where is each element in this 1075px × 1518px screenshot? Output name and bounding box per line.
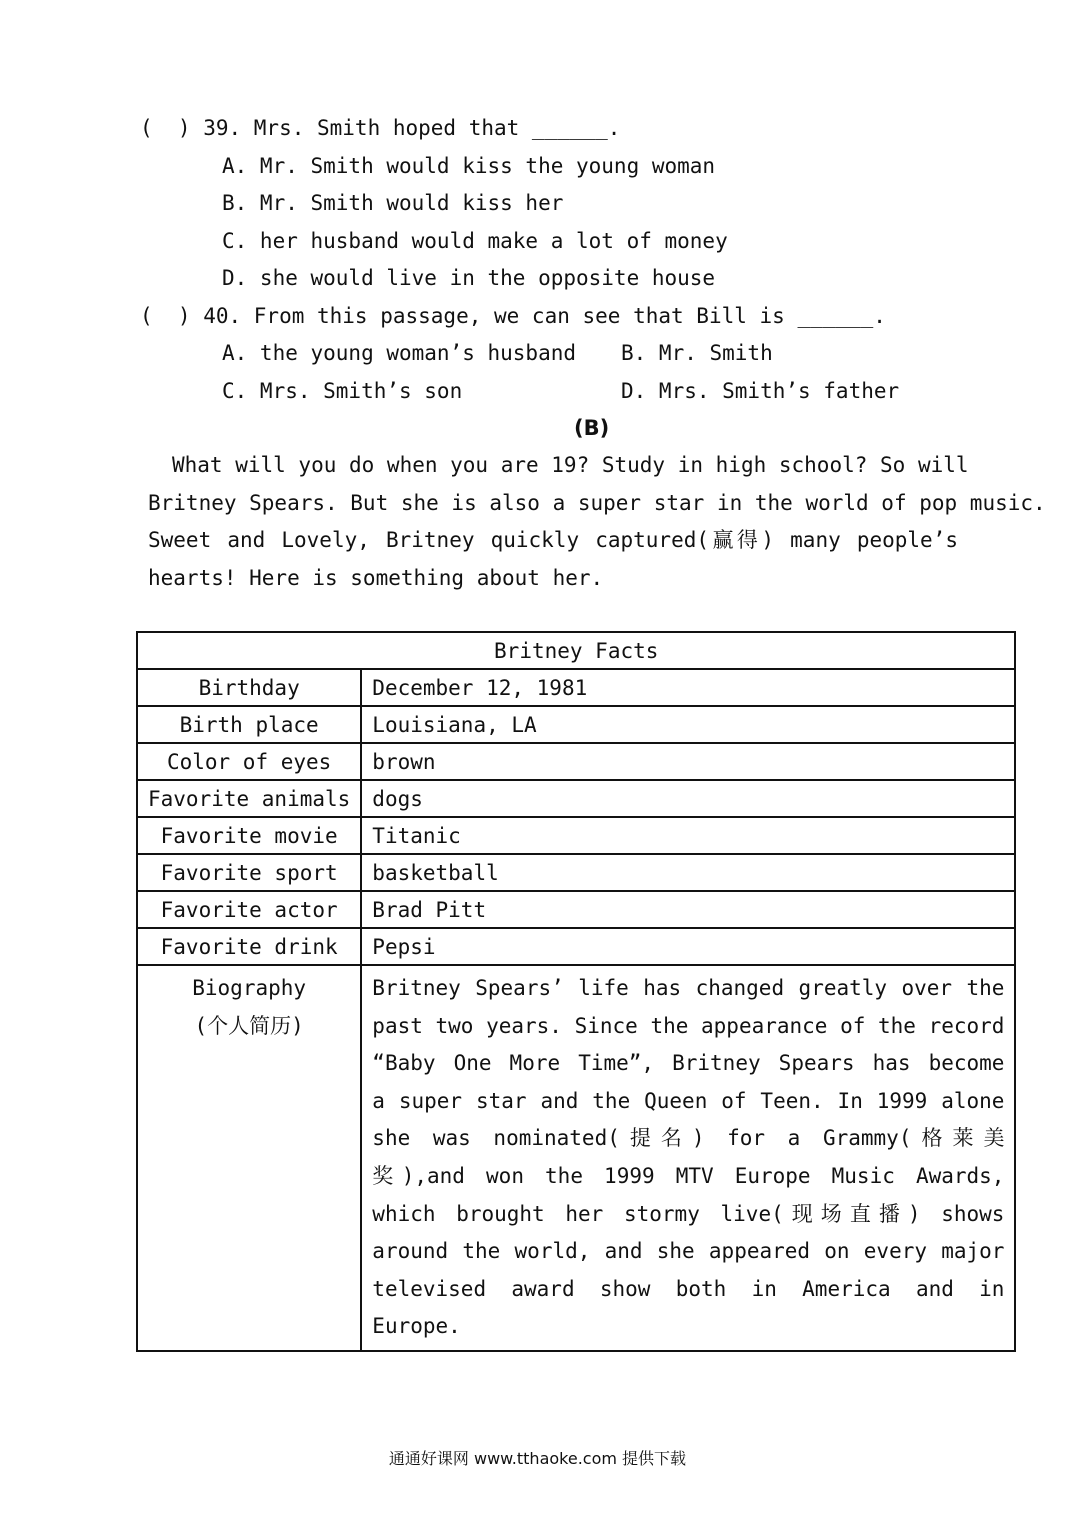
biography-line: 奖),and won the 1999 MTV Europe Music Awards, xyxy=(372,1163,1005,1188)
biography-line: she was nominated(提名) for a Grammy(格莱美 xyxy=(372,1126,1005,1151)
row-value: brown xyxy=(361,743,1015,780)
question-39-option-c: C. her husband would make a lot of money xyxy=(222,229,728,253)
biography-label-cell xyxy=(137,965,361,1351)
row-label: Birth place xyxy=(137,706,361,743)
row-label: Favorite actor xyxy=(137,891,361,928)
row-label: Birthday xyxy=(137,669,361,706)
table-row xyxy=(137,706,1015,743)
biography-line: “Baby One More Time”, Britney Spears has become xyxy=(372,1051,1005,1076)
biography-line: a super star and the Queen of Teen. In 1999 alone xyxy=(372,1088,1005,1113)
table-row xyxy=(137,854,1015,891)
row-value: dogs xyxy=(361,780,1015,817)
intro-line: Britney Spears. But she is also a super star in the world of pop music. xyxy=(148,490,1046,515)
row-label: Favorite movie xyxy=(137,817,361,854)
question-39-stem: ( ) 39. Mrs. Smith hoped that ______. xyxy=(140,116,621,140)
table-row-biography xyxy=(137,965,1015,1351)
row-label: Favorite drink xyxy=(137,928,361,965)
biography-label: Biography xyxy=(192,976,307,1000)
table-title: Britney Facts xyxy=(137,632,1015,669)
question-40-option-b: B. Mr. Smith xyxy=(621,341,773,365)
row-value: Brad Pitt xyxy=(361,891,1015,928)
biography-label-cn: (个人简历) xyxy=(194,1013,304,1038)
question-40-option-c: C. Mrs. Smith’s son xyxy=(222,379,463,403)
table-row xyxy=(137,817,1015,854)
table-row xyxy=(137,669,1015,706)
question-40-option-d: D. Mrs. Smith’s father xyxy=(621,379,900,403)
row-value: Pepsi xyxy=(361,928,1015,965)
biography-line: Britney Spears’ life has changed greatly over the xyxy=(372,976,1005,1000)
biography-line: around the world, and she appeared on every major xyxy=(372,1239,1005,1264)
question-40-option-a: A. the young woman’s husband xyxy=(222,341,577,365)
biography-text xyxy=(361,965,1015,1351)
table-row xyxy=(137,780,1015,817)
page-footer: 通通好课网 www.tthaoke.com 提供下载 xyxy=(388,1449,687,1468)
biography-line: Europe. xyxy=(372,1314,461,1339)
table-row xyxy=(137,891,1015,928)
row-label: Color of eyes xyxy=(137,743,361,780)
row-value: Titanic xyxy=(361,817,1015,854)
intro-paragraph xyxy=(148,447,1046,597)
question-40-stem: ( ) 40. From this passage, we can see that Bill is ______. xyxy=(140,304,886,328)
intro-line: What will you do when you are 19? Study in high school? So will xyxy=(172,453,969,477)
table-row xyxy=(137,928,1015,965)
question-39-option-d: D. she would live in the opposite house xyxy=(222,266,716,290)
biography-line: televised award show both in America and in xyxy=(372,1276,1005,1301)
intro-line: hearts! Here is something about her. xyxy=(148,565,604,590)
section-label: (B) xyxy=(574,416,610,440)
row-label: Favorite sport xyxy=(137,854,361,891)
question-39-option-a: A. Mr. Smith would kiss the young woman xyxy=(222,154,716,178)
britney-facts-table xyxy=(136,631,1016,1352)
row-label: Favorite animals xyxy=(137,780,361,817)
intro-line: Sweet and Lovely, Britney quickly captured(赢得) many people’s xyxy=(148,528,958,552)
biography-line: which brought her stormy live(现场直播) shows xyxy=(372,1201,1005,1226)
row-value: Louisiana, LA xyxy=(361,706,1015,743)
question-39-option-b: B. Mr. Smith would kiss her xyxy=(222,191,564,215)
table-row xyxy=(137,743,1015,780)
biography-line: past two years. Since the appearance of the record xyxy=(372,1013,1005,1038)
row-value: December 12, 1981 xyxy=(361,669,1015,706)
row-value: basketball xyxy=(361,854,1015,891)
